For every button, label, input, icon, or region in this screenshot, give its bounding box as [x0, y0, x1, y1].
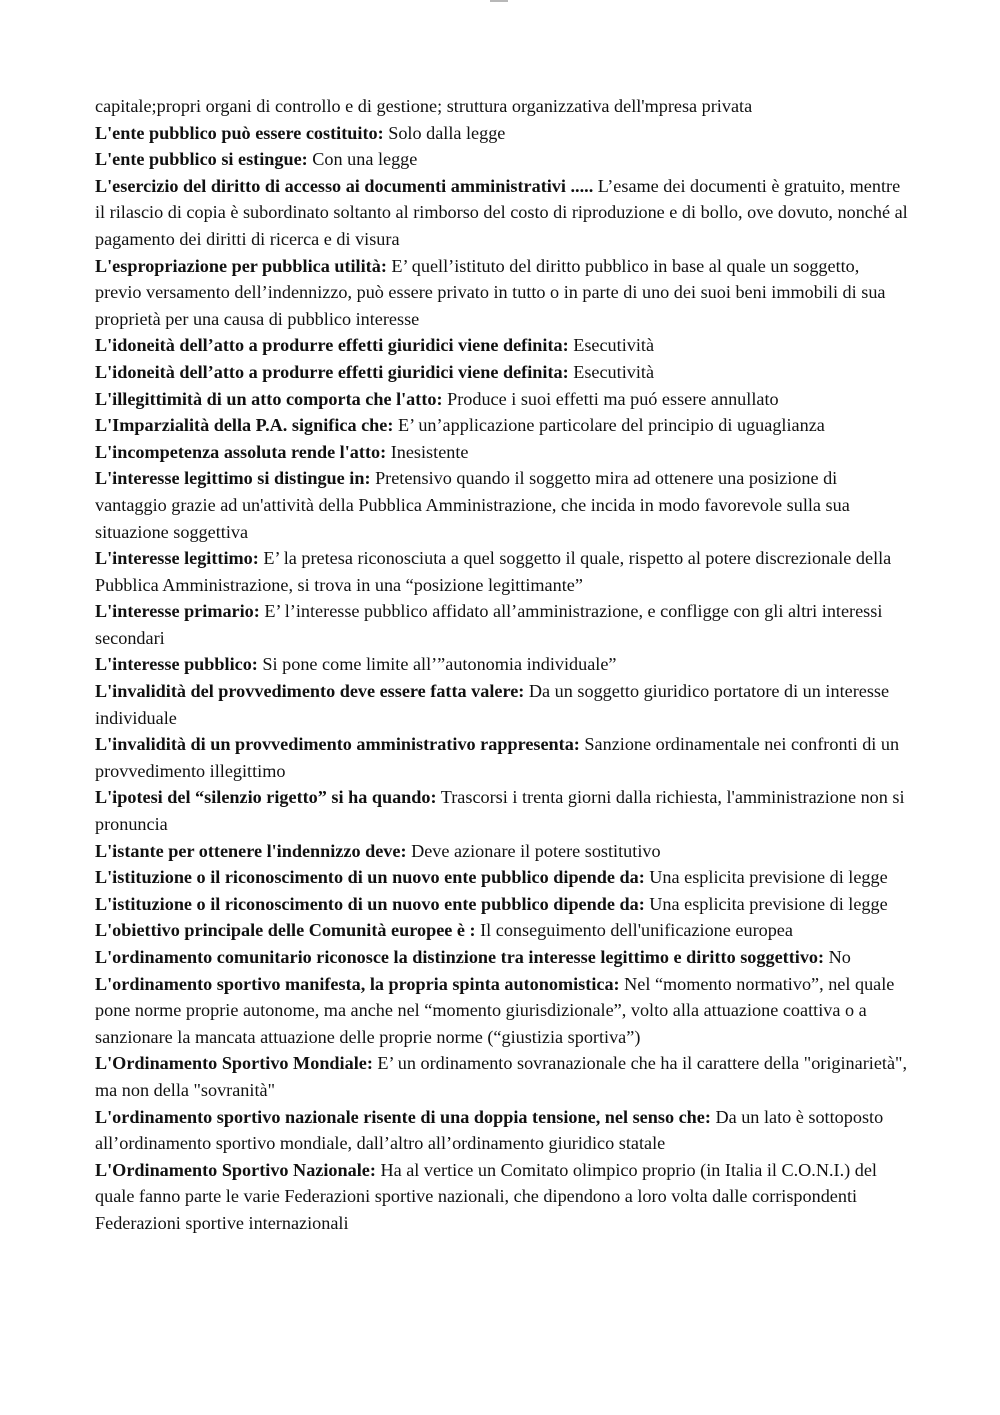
question-text: L'Ordinamento Sportivo Nazionale:	[95, 1159, 376, 1180]
answer-text: Produce i suoi effetti ma puó essere annullato	[447, 388, 779, 409]
qa-list	[95, 120, 910, 1237]
answer-text: Da un lato è sottoposto all’ordinamento sportivo mondiale, dall’altro all’ordinamento giuridico statale	[95, 1106, 884, 1154]
answer-text: Esecutività	[573, 335, 655, 356]
question-text: L'ordinamento sportivo manifesta, la propria spinta autonomistica:	[95, 973, 620, 994]
question-text: L'illegittimità di un atto comporta che l'atto:	[95, 388, 443, 409]
qa-entry	[95, 971, 910, 1051]
question-text: L'idoneità dell’atto a produrre effetti giuridici viene definita:	[95, 335, 569, 356]
qa-entry	[95, 146, 910, 173]
answer-text: Sanzione ordinamentale nei confronti di un provvedimento illegittimo	[95, 734, 900, 781]
qa-entry	[95, 120, 910, 147]
qa-entry	[95, 864, 910, 891]
answer-text: Nel “momento normativo”, nel quale pone norme proprie autonome, ma anche nel “momento giurisdizionale”, volto alla attuazione coattiva o a sanzionare la mancata attuazione delle proprie norme (“giustizia sportiva”)	[95, 973, 895, 1047]
answer-text: Il conseguimento dell'unificazione europea	[480, 920, 793, 941]
question-text: L'ente pubblico si estingue:	[95, 149, 308, 170]
answer-text: E’ la pretesa riconosciuta a quel soggetto il quale, rispetto al potere discrezionale della Pubblica Amministrazione, si trova in una “posizione legittimante”	[95, 548, 892, 595]
answer-text: Si pone come limite all’”autonomia individuale”	[262, 654, 617, 675]
qa-entry	[95, 838, 910, 865]
answer-text: Una esplicita previsione di legge	[649, 867, 888, 888]
qa-entry	[95, 332, 910, 359]
qa-entry	[95, 651, 910, 678]
qa-entry	[95, 1157, 910, 1237]
answer-text: Da un soggetto giuridico portatore di un interesse individuale	[95, 681, 890, 728]
question-text: L'obiettivo principale delle Comunità europee è :	[95, 920, 476, 941]
qa-entry	[95, 678, 910, 731]
answer-text: Trascorsi i trenta giorni dalla richiesta, l'amministrazione non si pronuncia	[95, 787, 905, 835]
question-text: L'istante per ottenere l'indennizzo deve:	[95, 840, 407, 861]
question-text: L'istituzione o il riconoscimento di un nuovo ente pubblico dipende da:	[95, 893, 645, 914]
document-page	[95, 93, 910, 1237]
question-text: L'Ordinamento Sportivo Mondiale:	[95, 1053, 373, 1074]
qa-entry	[95, 465, 910, 545]
question-text: L'ordinamento comunitario riconosce la distinzione tra interesse legittimo e diritto soggettivo:	[95, 947, 825, 967]
qa-entry	[95, 598, 910, 651]
question-text: L'incompetenza assoluta rende l'atto:	[95, 441, 387, 462]
answer-text: Inesistente	[390, 441, 469, 462]
question-text: L'espropriazione per pubblica utilità:	[95, 255, 387, 276]
answer-text: E’ un’applicazione particolare del principio di uguaglianza	[397, 415, 825, 436]
qa-entry	[95, 1104, 910, 1157]
question-text: L'invalidità del provvedimento deve essere fatta valere:	[95, 681, 525, 702]
qa-entry	[95, 731, 910, 784]
page-header-mark	[490, 0, 508, 2]
question-text: L'interesse legittimo:	[95, 548, 259, 569]
question-text: L'interesse primario:	[95, 601, 260, 622]
question-text: L'invalidità di un provvedimento amministrativo rappresenta:	[95, 734, 580, 755]
qa-entry	[95, 386, 910, 413]
question-text: L'ente pubblico può essere costituito:	[95, 122, 384, 143]
answer-text: Esecutività	[573, 361, 655, 382]
qa-entry	[95, 944, 910, 971]
qa-entry	[95, 439, 910, 466]
answer-text: E’ l’interesse pubblico affidato all’amministrazione, e confligge con gli altri interessi secondari	[95, 601, 883, 648]
qa-entry	[95, 173, 910, 253]
answer-text: No	[828, 947, 851, 967]
answer-text: Solo dalla legge	[388, 122, 506, 143]
qa-entry	[95, 891, 910, 918]
question-text: L'Imparzialità della P.A. significa che:	[95, 415, 394, 436]
qa-entry	[95, 784, 910, 837]
question-text: L'interesse legittimo si distingue in:	[95, 468, 371, 489]
qa-entry	[95, 1050, 910, 1103]
answer-text: Deve azionare il potere sostitutivo	[411, 840, 661, 861]
question-text: L'esercizio del diritto di accesso ai documenti amministrativi .....	[95, 175, 594, 196]
question-text: L'ipotesi del “silenzio rigetto” si ha quando:	[95, 787, 437, 808]
answer-text: Con una legge	[312, 149, 418, 170]
answer-text: Pretensivo quando il soggetto mira ad ottenere una posizione di vantaggio grazie ad un'attività della Pubblica Amministrazione, che incida in modo favorevole sulla sua situazione soggettiva	[95, 468, 850, 542]
qa-entry	[95, 917, 910, 944]
qa-entry	[95, 412, 910, 439]
qa-entry	[95, 359, 910, 386]
continuation-text: capitale;propri organi di controllo e di gestione; struttura organizzativa dell'mpresa privata	[95, 96, 753, 116]
qa-entry	[95, 545, 910, 598]
question-text: L'istituzione o il riconoscimento di un nuovo ente pubblico dipende da:	[95, 867, 645, 888]
answer-text: Una esplicita previsione di legge	[649, 893, 888, 914]
question-text: L'idoneità dell’atto a produrre effetti giuridici viene definita:	[95, 361, 569, 382]
answer-text: L’esame dei documenti è gratuito, mentre il rilascio di copia è subordinato soltanto al rimborso del costo di riproduzione e di bollo, ove dovuto, nonché al pagamento dei diritti di ricerca e di visura	[95, 175, 908, 249]
question-text: L'interesse pubblico:	[95, 654, 258, 675]
answer-text: E’ quell’istituto del diritto pubblico in base al quale un soggetto, previo versamento dell’indennizzo, può essere privato in tutto o in parte di uno dei suoi beni immobili di sua proprietà per una causa di pubblico interesse	[95, 255, 886, 329]
answer-text: Ha al vertice un Comitato olimpico proprio (in Italia il C.O.N.I.) del quale fanno parte le varie Federazioni sportive nazionali, che dipendono a loro volta dalle corrispondenti Federazioni sportive internazionali	[95, 1159, 877, 1233]
qa-entry	[95, 253, 910, 333]
answer-text: E’ un ordinamento sovranazionale che ha il carattere della "originarietà", ma non della "sovranità"	[95, 1053, 907, 1100]
question-text: L'ordinamento sportivo nazionale risente di una doppia tensione, nel senso che:	[95, 1106, 711, 1127]
